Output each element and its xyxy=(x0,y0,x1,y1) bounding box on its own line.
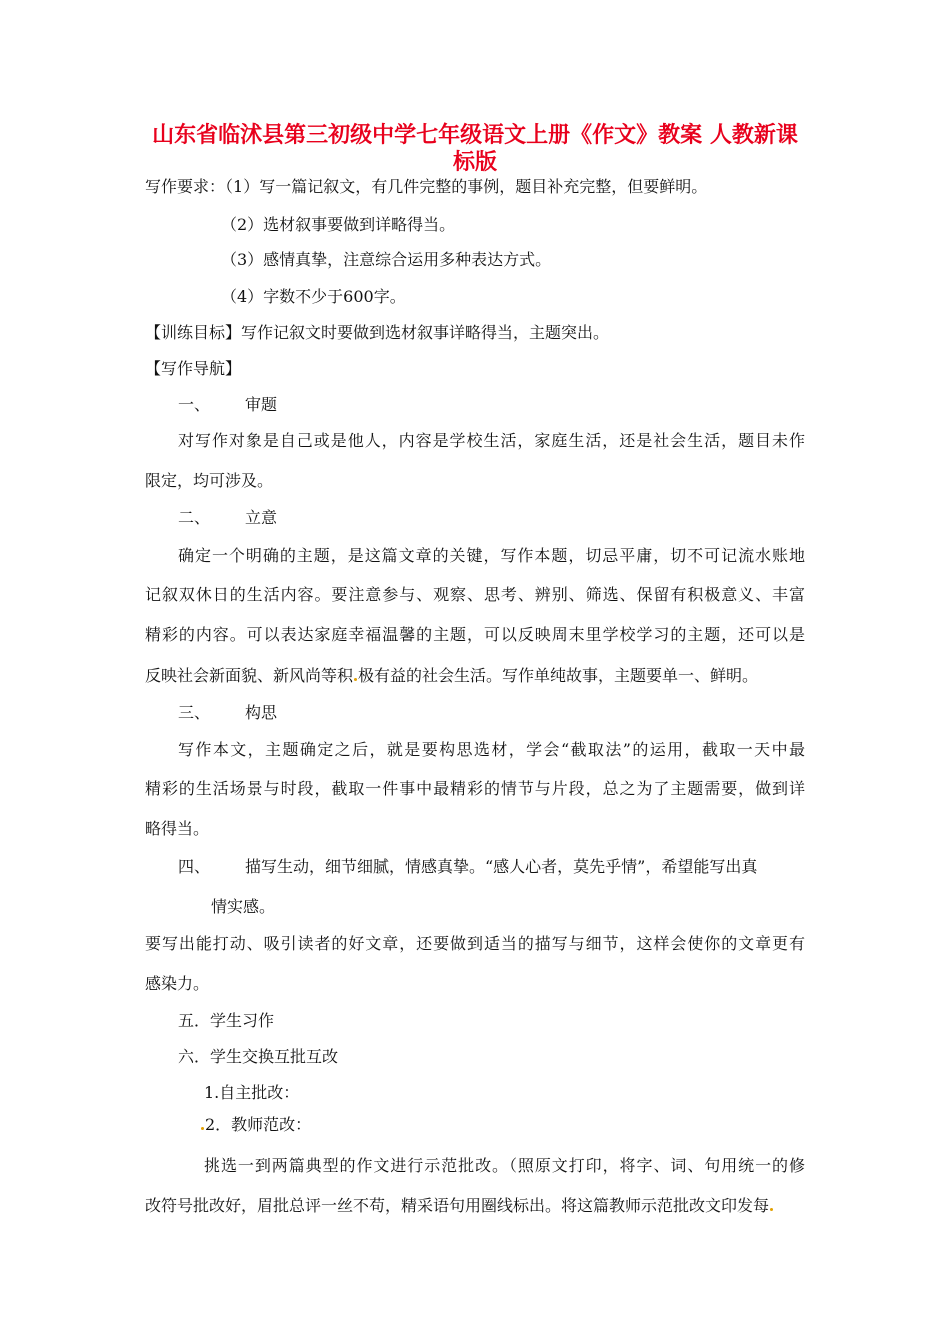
section-2-para-line-4 xyxy=(145,666,758,686)
sub-item-1: 1.自主批改： xyxy=(204,1083,300,1102)
requirement-item-1: （1）写一篇记叙文，有几件完整的事例，题目补充完整，但要鲜明。 xyxy=(225,177,708,196)
requirement-item-2: （2）选材叙事要做到详略得当。 xyxy=(221,215,456,234)
requirement-item-3: （3）感情真挚，注意综合运用多种表达方式。 xyxy=(221,250,552,269)
section-3-para-line-3: 略得当。 xyxy=(145,819,210,838)
section-3-para-line-2: 精彩的生活场景与时段，截取一件事中最精彩的情节与片段，总之为了主题需要，做到详 xyxy=(145,779,805,798)
section-3-title: 构思 xyxy=(245,703,278,722)
section-1-para-line-2: 限定，均可涉及。 xyxy=(145,471,274,490)
requirements-line-1 xyxy=(145,177,707,197)
requirements-label: 写作要求： xyxy=(145,177,226,196)
section-2-num: 二、 xyxy=(178,508,211,527)
section-3-num: 三、 xyxy=(178,703,211,722)
final-para-line-1: 挑选一到两篇典型的作文进行示范批改。（照原文打印，将字、词、句用统一的修 xyxy=(204,1156,805,1175)
guide-heading: 【写作导航】 xyxy=(145,359,242,378)
marker-dot xyxy=(201,1127,204,1130)
section-1-num: 一、 xyxy=(178,395,211,414)
sub-item-2-row xyxy=(200,1115,311,1135)
section-2-para-line-2: 记叙双休日的生活内容。要注意参与、观察、思考、辨别、筛选、保留有积极意义、丰富 xyxy=(145,585,805,604)
title-line-2: 标版 xyxy=(452,150,497,175)
section-4-para-line-2: 感染力。 xyxy=(145,974,210,993)
section-3-para-line-1: 写作本文，主题确定之后，就是要构思选材，学会“截取法”的运用，截取一天中最 xyxy=(178,740,805,759)
requirement-item-4: （4）字数不少于600字。 xyxy=(221,287,406,306)
section-4-title-line-2: 情实感。 xyxy=(211,897,276,916)
sub-item-2: 2．教师范改： xyxy=(205,1115,312,1134)
section-4-title-line-1: 描写生动，细节细腻，情感真挚。“感人心者，莫先乎情”，希望能写出真 xyxy=(245,857,758,876)
training-goal: 【训练目标】写作记叙文时要做到选材叙事详略得当，主题突出。 xyxy=(145,323,610,342)
title-line-1: 山东省临沭县第三初级中学七年级语文上册《作文》教案 人教新课 xyxy=(152,123,798,148)
marker-dot xyxy=(770,1208,773,1211)
section-2-para-line-1: 确定一个明确的主题，是这篇文章的关键，写作本题，切忌平庸，切不可记流水账地 xyxy=(178,546,805,565)
section-2-para-line-3: 精彩的内容。可以表达家庭幸福温馨的主题，可以反映周末里学校学习的主题，还可以是 xyxy=(145,625,805,644)
final-para-line-2-row xyxy=(145,1196,774,1216)
section-4-num: 四、 xyxy=(178,857,211,876)
section-5-heading: 五．学生习作 xyxy=(178,1011,275,1030)
document-title xyxy=(140,122,810,176)
section-1-para-line-1: 对写作对象是自己或是他人，内容是学校生活，家庭生活，还是社会生活，题目未作 xyxy=(178,431,805,450)
section-4-para-line-1: 要写出能打动、吸引读者的好文章，还要做到适当的描写与细节，这样会使你的文章更有 xyxy=(145,934,805,953)
final-para-line-2: 改符号批改好，眉批总评一丝不苟，精采语句用圈线标出。将这篇教师示范批改文印发每 xyxy=(145,1196,770,1215)
marker-dot xyxy=(354,678,357,681)
section-6-heading: 六．学生交换互批互改 xyxy=(178,1047,339,1066)
section-2-para-line-4b: 极有益的社会生活。写作单纯故事，主题要单一、鲜明。 xyxy=(358,666,759,685)
section-2-para-line-4a: 反映社会新面貌、新风尚等积 xyxy=(145,666,354,685)
section-2-title: 立意 xyxy=(245,508,278,527)
section-1-title: 审题 xyxy=(245,395,278,414)
